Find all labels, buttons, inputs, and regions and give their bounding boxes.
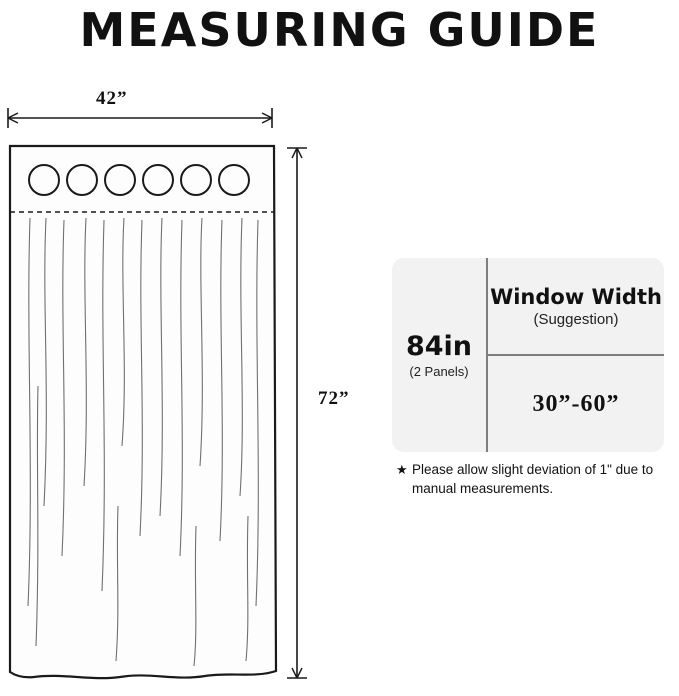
- curtain-body: [10, 146, 276, 678]
- window-width-range: 30”-60”: [532, 390, 620, 417]
- curtain-width-label: 42”: [96, 88, 128, 109]
- curtain-height-label: 72”: [318, 388, 350, 409]
- window-width-title: Window Width: [490, 285, 662, 309]
- panel-size-cell: [392, 258, 486, 452]
- panel-size-value: 84in: [405, 330, 473, 362]
- width-dimension-line: [8, 108, 272, 128]
- page-title: MEASURING GUIDE: [79, 3, 600, 57]
- star-icon: ★: [396, 462, 408, 477]
- window-width-header-cell: [488, 258, 664, 355]
- curtain-illustration-svg: [0, 86, 330, 686]
- window-width-value-cell: [488, 356, 664, 452]
- deviation-note: [396, 460, 676, 498]
- size-info-card: [392, 258, 664, 452]
- panel-count-label: (2 Panels): [409, 363, 469, 379]
- deviation-note-text: Please allow slight deviation of 1" due to manual measurements.: [412, 462, 654, 496]
- window-width-subtitle: (Suggestion): [533, 311, 619, 328]
- height-dimension-line: [287, 148, 307, 678]
- curtain-diagram: [0, 86, 330, 686]
